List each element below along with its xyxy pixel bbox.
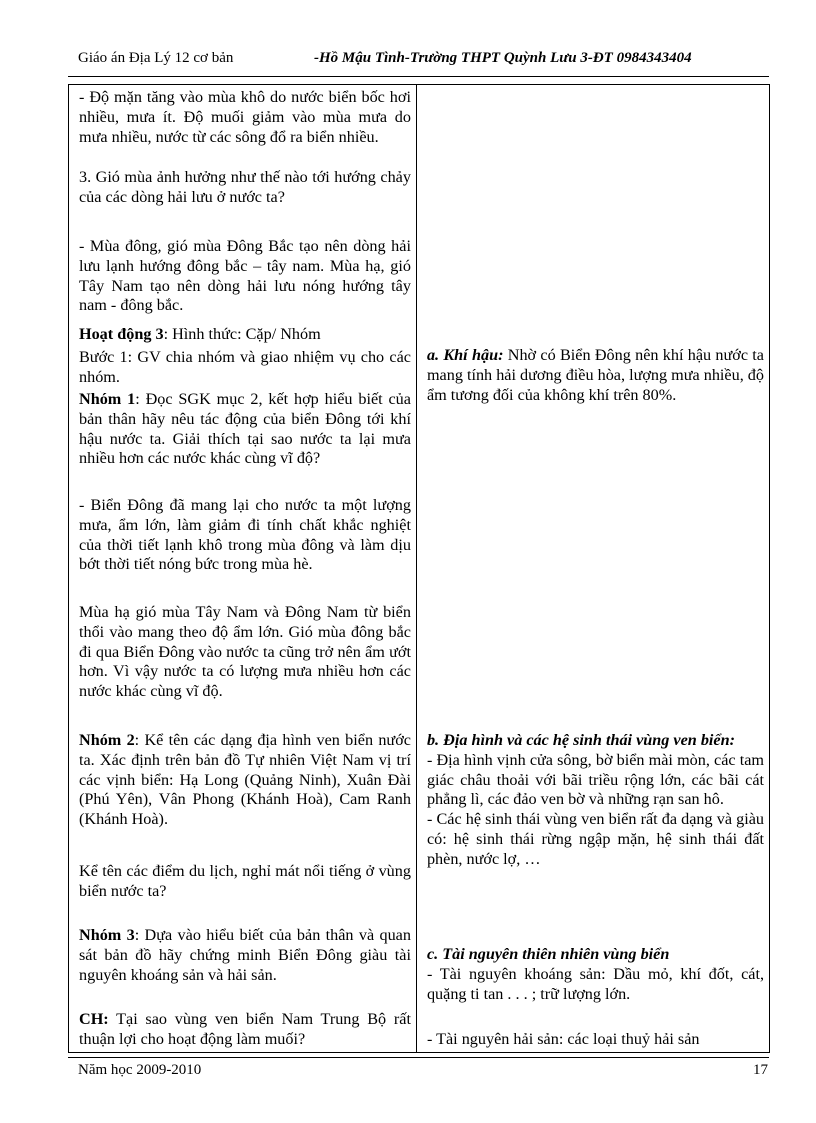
step-1: Bước 1: GV chia nhóm và giao nhiệm vụ cho các nhóm.	[79, 348, 411, 386]
question-3: 3. Gió mùa ảnh hưởng như thế nào tới hướng chảy của các dòng hải lưu ở nước ta?	[79, 168, 411, 206]
header-course-title: Giáo án Địa Lý 12 cơ bản	[78, 50, 234, 66]
terrain-title: b. Địa hình và các hệ sinh thái vùng ven biển:	[426, 731, 735, 749]
group-1-task	[79, 390, 411, 469]
group-1-text: : Đọc SGK mục 2, kết hợp hiểu biết của bản thân hãy nêu tác động của biển Đông tới khí hậu nước ta. Giải thích tại sao nước ta lại mưa nhiều hơn các nước khác cùng vĩ độ?	[79, 390, 411, 468]
resources-section	[427, 945, 764, 1004]
salt-question	[79, 1010, 411, 1050]
climate-text: Nhờ có Biển Đông nên khí hậu nước ta mang tính hải dương điều hòa, lượng mưa nhiều, độ ẩm tương đối của không khí trên 80%.	[426, 346, 764, 404]
school-year: Năm học 2009-2010	[78, 1062, 202, 1078]
answer-3: - Mùa đông, gió mùa Đông Bắc tạo nên dòng hải lưu lạnh hướng đông bắc – tây nam. Mùa hạ, gió Tây Nam tạo nên dòng hải lưu nóng hướng tây nam - đông bắc.	[79, 237, 411, 315]
lesson-table	[68, 84, 770, 1053]
page-number: 17	[753, 1062, 768, 1078]
page-header	[78, 50, 768, 72]
group-1-answer-2: Mùa hạ gió mùa Tây Nam và Đông Nam từ biển thổi vào mang theo độ ẩm lớn. Gió mùa đông bắc đi qua Biển Đông vào nước ta cũng trở nên ẩm ướt hơn. Vì vậy nước ta có lượng mưa nhiều hơn các nước khác cùng vĩ độ.	[79, 603, 411, 701]
page-footer	[78, 1062, 768, 1079]
group-3-label: Nhóm 3	[79, 926, 135, 944]
group-2-task	[79, 731, 411, 830]
seafood-paragraph: - Tài nguyên hải sản: các loại thuỷ hải sản	[426, 1030, 700, 1048]
teacher-student-activity-column	[69, 85, 417, 1053]
resources-title: c. Tài nguyên thiên nhiên vùng biển	[426, 945, 670, 963]
activity-3-text: : Hình thức: Cặp/ Nhóm	[163, 325, 321, 343]
group-2-question: Kể tên các điểm du lịch, nghỉ mát nổi tiếng ở vùng biển nước ta?	[79, 862, 411, 900]
activity-3-label: Hoạt động 3	[79, 325, 164, 343]
seafood-section	[427, 1030, 764, 1050]
salt-question-text: Tại sao vùng ven biển Nam Trung Bộ rất thuận lợi cho hoạt động làm muối?	[79, 1010, 411, 1048]
climate-section	[427, 346, 764, 405]
group-3-task	[79, 926, 411, 985]
terrain-paragraph-1: - Địa hình vịnh cửa sông, bờ biển mài mòn, các tam giác châu thoải với bãi triều rộng lớn, các bãi cát phẳng lì, các đảo ven bờ và những rạn san hô.	[426, 750, 764, 809]
group-2-text: : Kể tên các dạng địa hình ven biển nước ta. Xác định trên bản đồ Tự nhiên Việt Nam vị trí các vịnh biển: Hạ Long (Quảng Ninh), Xuân Đài (Phú Yên), Vân Phong (Khánh Hoà), Cam Ranh (Khánh Hoà).	[79, 731, 411, 829]
group-3-text: : Dựa vào hiểu biết của bản thân và quan sát bản đồ hãy chứng minh Biển Đông giàu tài nguyên khoáng sản và hải sản.	[79, 926, 411, 984]
salinity-paragraph: - Độ mặn tăng vào mùa khô do nước biển bốc hơi nhiều, mưa ít. Độ muối giảm vào mùa mưa do mưa nhiều, nước từ các sông đổ ra biển nhiều.	[79, 88, 411, 146]
group-1-label: Nhóm 1	[79, 390, 136, 408]
footer-rule	[68, 1057, 769, 1058]
header-author-info: -Hồ Mậu Tình-Trường THPT Quỳnh Lưu 3-ĐT 0984343404	[314, 50, 692, 66]
activity-3	[79, 325, 411, 345]
header-rule	[68, 76, 769, 77]
minerals-paragraph: - Tài nguyên khoáng sản: Dầu mỏ, khí đốt, cát, quặng ti tan . . . ; trữ lượng lớn.	[426, 964, 764, 1003]
terrain-paragraph-2: - Các hệ sinh thái vùng ven biển rất đa dạng và giàu có: hệ sinh thái rừng ngập mặn, hệ sinh thái đất phèn, nước lợ, …	[426, 810, 764, 868]
salt-question-label: CH:	[79, 1010, 109, 1028]
group-2-label: Nhóm 2	[79, 731, 135, 749]
climate-label: a. Khí hậu:	[426, 346, 504, 364]
group-1-answer-1: - Biển Đông đã mang lại cho nước ta một lượng mưa, ẩm lớn, làm giảm đi tính chất khắc nghiệt của thời tiết lạnh khô trong mùa đông và làm dịu bớt thời tiết nóng bức trong mùa hè.	[79, 496, 411, 574]
content-column	[416, 85, 769, 1053]
terrain-section	[427, 731, 764, 870]
